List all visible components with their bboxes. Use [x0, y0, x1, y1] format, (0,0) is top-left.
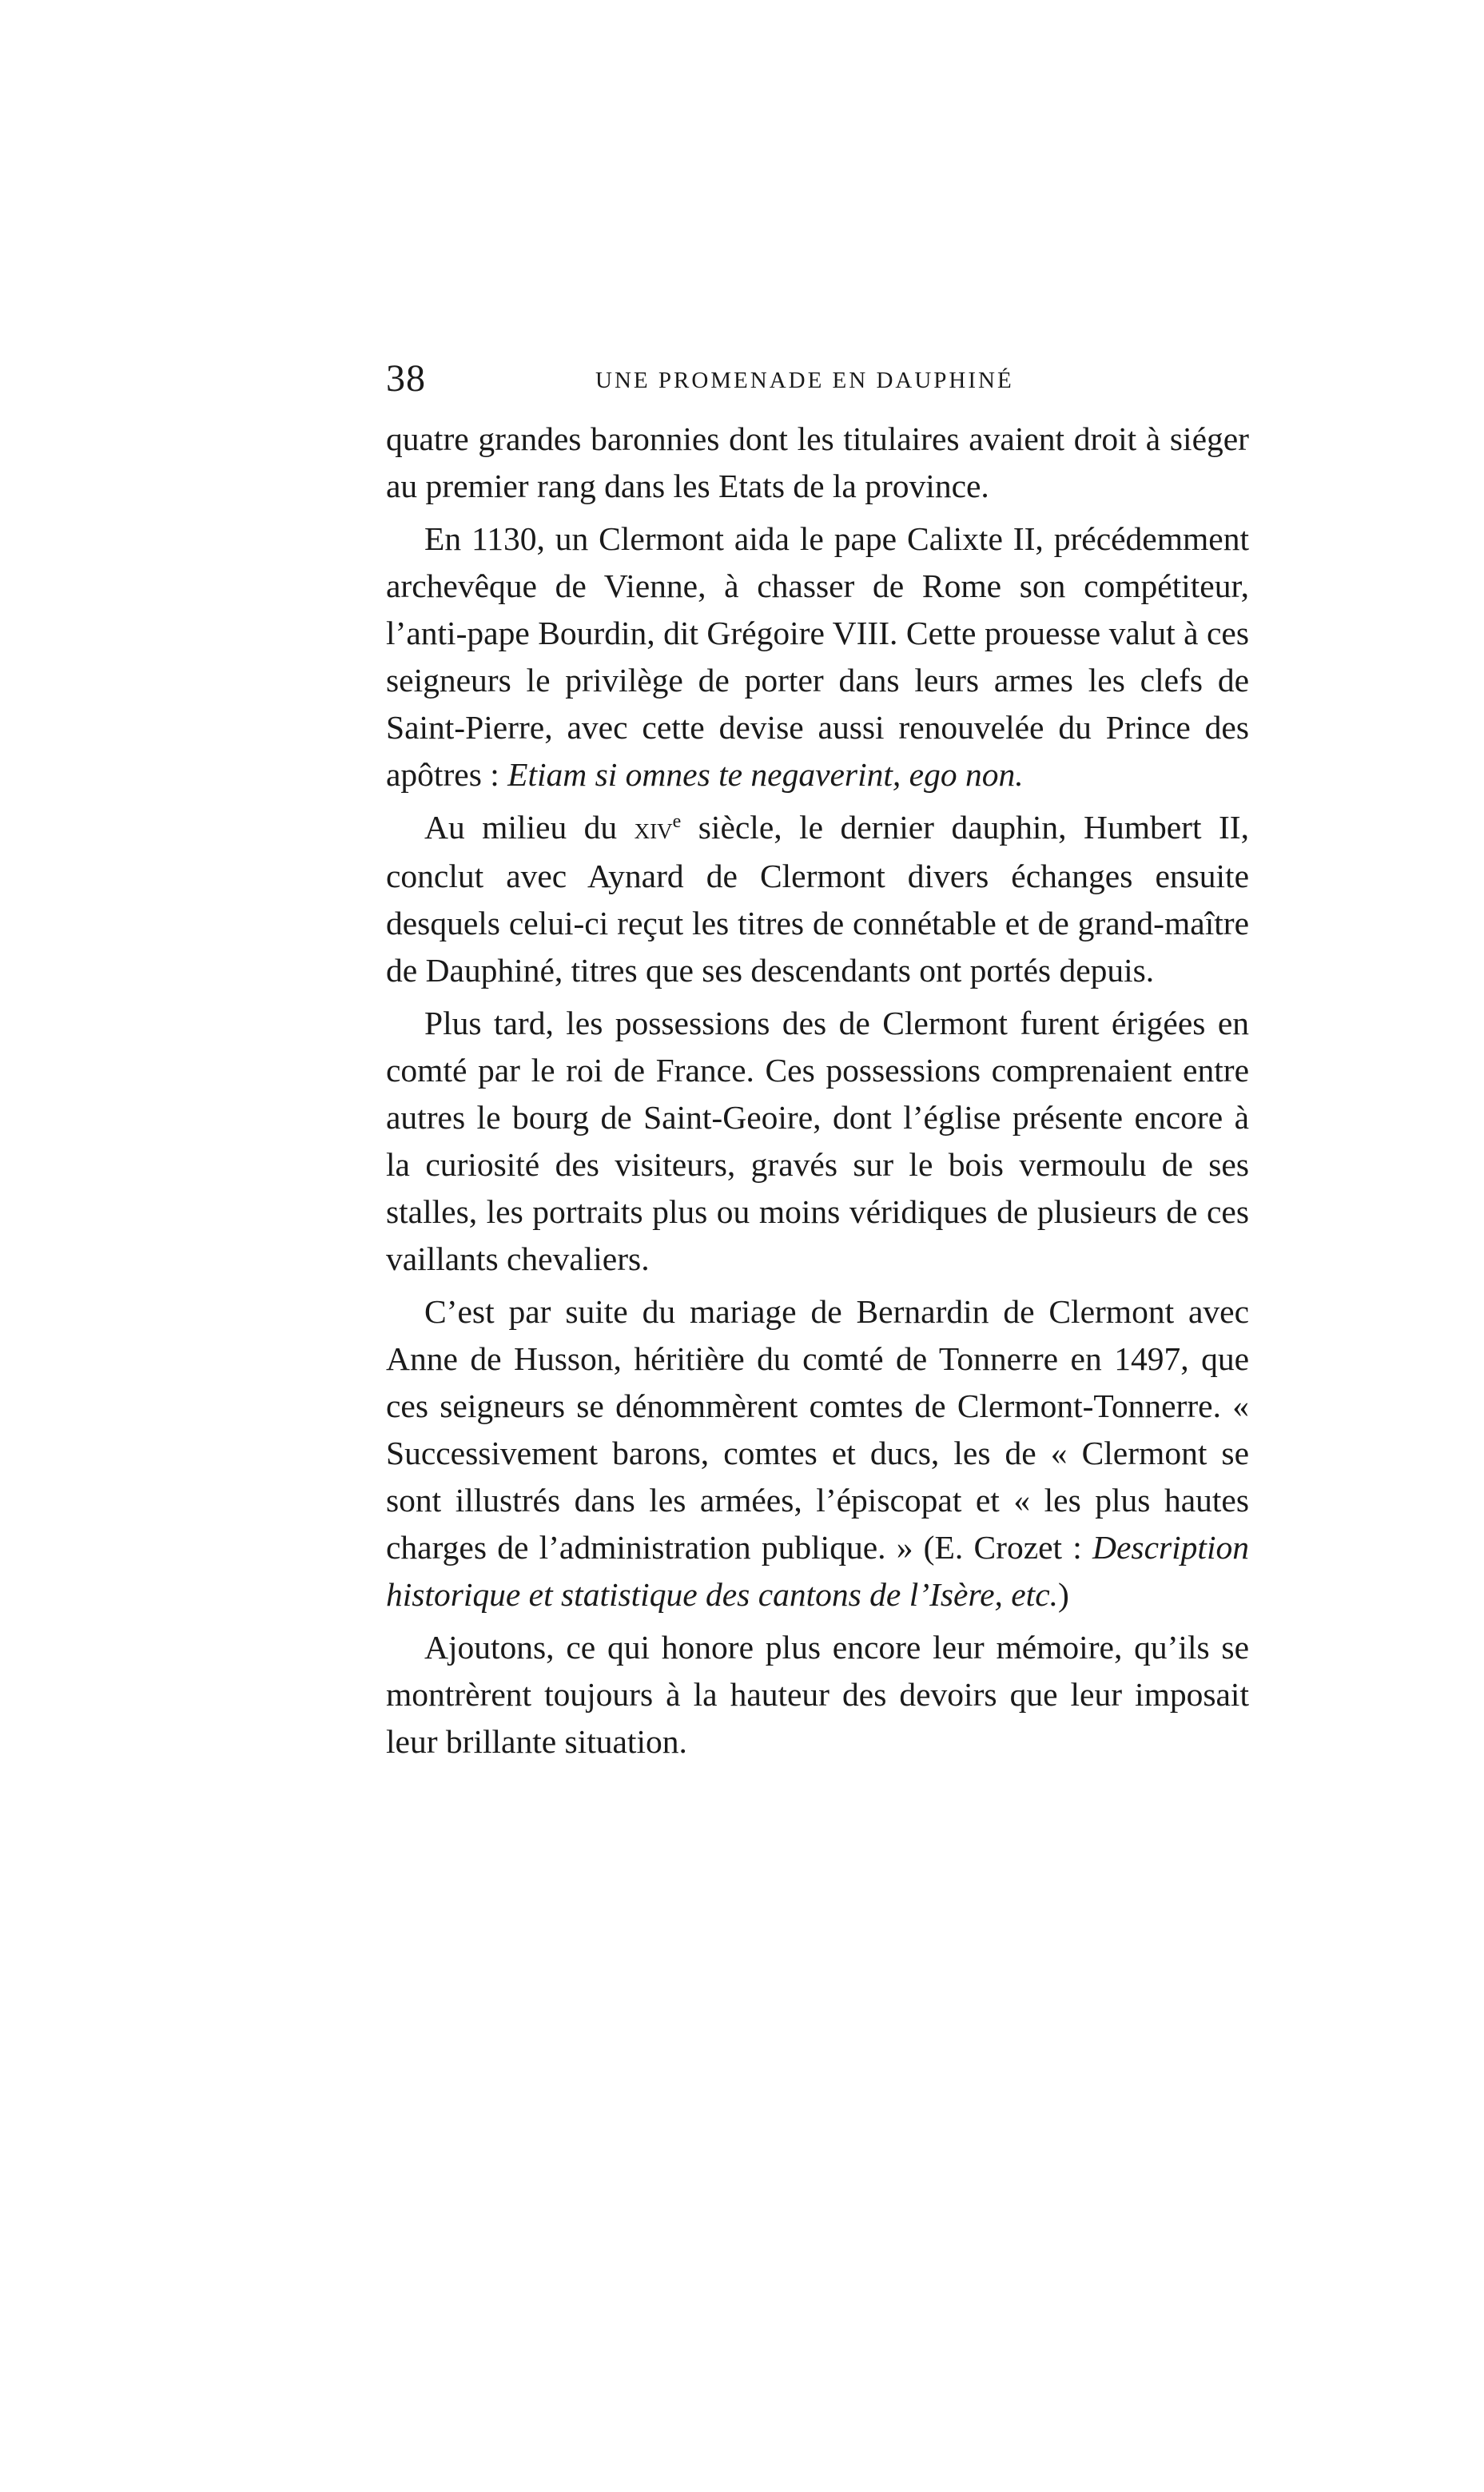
- century-superscript: e: [672, 811, 682, 832]
- paragraph-5-text: C’est par suite du mariage de Bernardin de Clermont avec Anne de Husson, héritière du comté de Tonnerre en 1497, que ces seigneurs se dénommèrent comtes de Clermont-Tonnerre. « Successivement barons, comtes et ducs, les de « Clermont se sont illustrés dans les armées, l’épiscopat et « les plus hautes charges de l’administration publique. » (E. Crozet :: [386, 1293, 1249, 1566]
- citation-title: Description historique et statistique des cantons de l’Isère, etc.: [386, 1529, 1249, 1613]
- paragraph-3-text-before: Au milieu du: [424, 809, 635, 846]
- paragraph-6-text: Ajoutons, ce qui honore plus encore leur mémoire, qu’ils se montrèrent toujours à la hauteur des devoirs que leur imposait leur brillante situation.: [386, 1629, 1249, 1760]
- century-numeral: xiv: [634, 812, 673, 846]
- paragraph-3-text-after: siècle, le dernier dauphin, Humbert II, conclut avec Aynard de Clermont divers échanges ensuite desquels celui-ci reçut les titres de connétable et de grand-maître de Dauphiné, titres que ses descendants ont portés depuis.: [386, 809, 1249, 989]
- running-title: UNE PROMENADE EN DAUPHINÉ: [595, 368, 1014, 393]
- paragraph-2: [386, 516, 1249, 798]
- page-number: 38: [386, 357, 426, 400]
- paragraph-4-text: Plus tard, les possessions des de Clermont furent érigées en comté par le roi de France. Ces possessions comprenaient entre autres le bourg de Saint-Geoire, dont l’église présente encore à la curiosité des visiteurs, gravés sur le bois vermoulu de ses stalles, les portraits plus ou moins véridiques de plusieurs de ces vaillants chevaliers.: [386, 1005, 1249, 1277]
- latin-motto: Etiam si omnes te negaverint, ego non.: [507, 756, 1024, 793]
- paragraph-1: [386, 416, 1249, 510]
- paragraph-1-text: quatre grandes baronnies dont les titulaires avaient droit à siéger au premier rang dans les Etats de la province.: [386, 420, 1249, 504]
- paragraph-5-closing: ): [1057, 1576, 1069, 1613]
- paragraph-4: [386, 1000, 1249, 1283]
- running-head: [386, 355, 1249, 403]
- body-text: [386, 416, 1249, 1771]
- paragraph-3: [386, 804, 1249, 994]
- paragraph-2-text: En 1130, un Clermont aida le pape Calixte II, précédemment archevêque de Vienne, à chasser de Rome son compétiteur, l’anti-pape Bourdin, dit Grégoire VIII. Cette prouesse valut à ces seigneurs le privilège de porter dans leurs armes les clefs de Saint-Pierre, avec cette devise aussi renouvelée du Prince des apôtres :: [386, 520, 1249, 793]
- paragraph-6: [386, 1624, 1249, 1765]
- paragraph-5: [386, 1288, 1249, 1618]
